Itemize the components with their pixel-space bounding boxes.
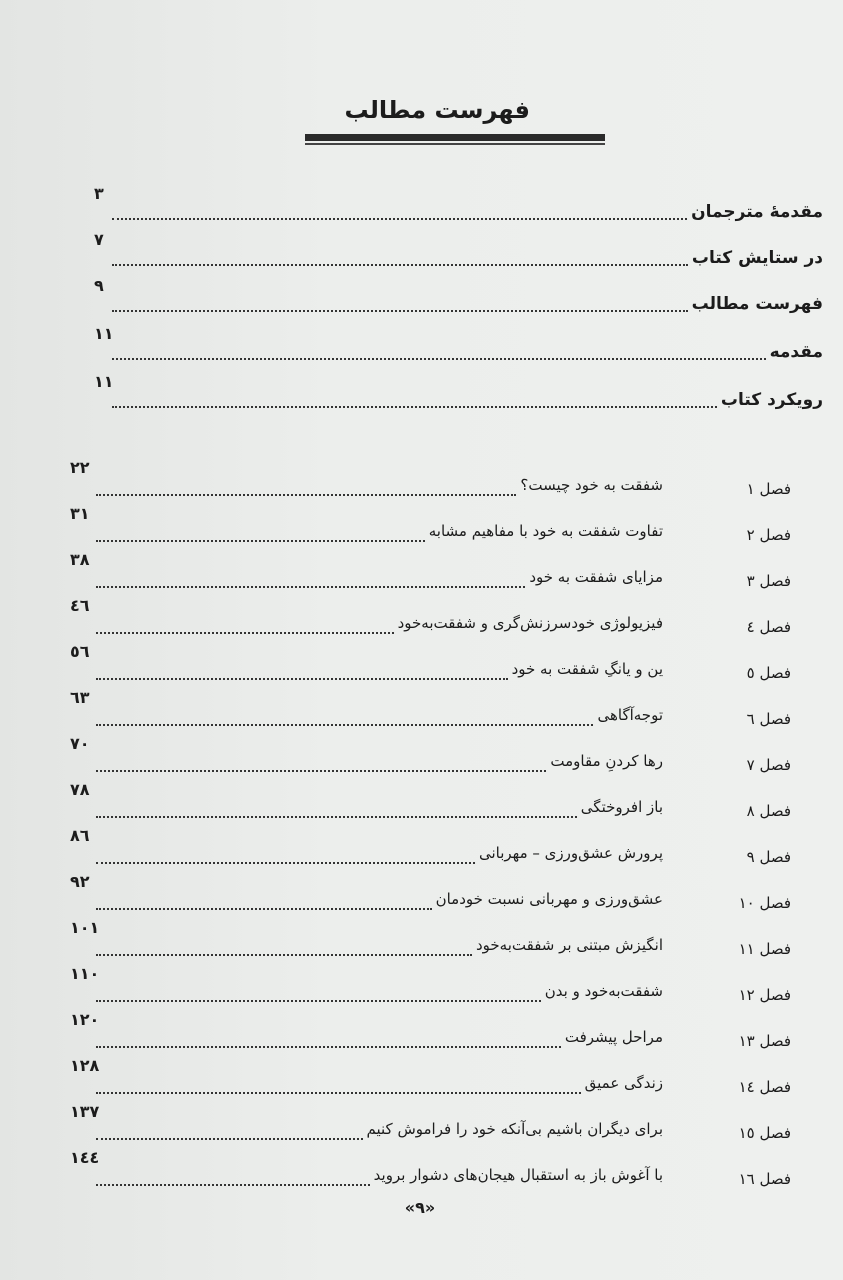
leader-dots — [112, 216, 687, 220]
chapter-page-number: ۷۰ — [70, 734, 90, 753]
front-matter-title: فهرست مطالب — [691, 294, 823, 314]
chapter-title: باز افروختگی — [580, 798, 663, 816]
leader-dots — [96, 860, 475, 864]
chapter-page-number: ۱٤٤ — [70, 1148, 100, 1167]
chapter-number: فصل ۸ — [746, 802, 791, 820]
chapter-page-number: ۱۲۸ — [70, 1056, 100, 1075]
leader-dots — [112, 308, 688, 312]
front-matter-page-number: ۹ — [94, 276, 104, 295]
leader-dots — [96, 492, 516, 496]
chapter-row — [0, 780, 843, 828]
leader-dots — [96, 768, 546, 772]
chapter-page-number: ۷۸ — [70, 780, 90, 799]
leader-dots — [96, 814, 577, 818]
chapter-row — [0, 596, 843, 644]
front-matter-row — [0, 184, 843, 230]
chapter-row — [0, 826, 843, 874]
leader-dots — [112, 356, 766, 360]
chapter-number: فصل ٥ — [746, 664, 791, 682]
chapter-title: عشق‌ورزی و مهربانی نسبت خودمان — [435, 890, 663, 908]
chapter-page-number: ۲۲ — [70, 458, 90, 477]
front-matter-row — [0, 276, 843, 322]
front-matter-title: در ستایش کتاب — [691, 248, 823, 268]
chapter-number: فصل ۳ — [746, 572, 791, 590]
chapter-number: فصل ۱۱ — [738, 940, 791, 958]
front-matter-title: مقدمهٔ مترجمان — [691, 202, 823, 222]
chapter-title: توجه‌آگاهی — [597, 706, 663, 724]
toc-heading: فهرست مطالب — [344, 96, 530, 124]
chapter-title: زندگی عمیق — [584, 1074, 663, 1092]
front-matter-page-number: ۱۱ — [94, 324, 114, 343]
chapter-page-number: ٦۳ — [70, 688, 90, 707]
chapter-page-number: ۱۳۷ — [70, 1102, 100, 1121]
chapter-page-number: ۱۰۱ — [70, 918, 100, 937]
leader-dots — [96, 1136, 363, 1140]
front-matter-page-number: ۳ — [94, 184, 104, 203]
chapter-page-number: ٤٦ — [70, 596, 90, 615]
chapter-title: مراحل پیشرفت — [564, 1028, 663, 1046]
chapter-number: فصل ۱ — [746, 480, 791, 498]
chapter-number: فصل ۲ — [746, 526, 791, 544]
leader-dots — [96, 1182, 370, 1186]
chapter-number: فصل ۱٦ — [738, 1170, 791, 1188]
front-matter-page-number: ۱۱ — [94, 372, 114, 391]
chapter-row — [0, 964, 843, 1012]
chapter-title: شفقت به خود چیست؟ — [520, 476, 663, 494]
chapter-number: فصل ۱٤ — [738, 1078, 791, 1096]
leader-dots — [96, 584, 525, 588]
chapter-number: فصل ۱۰ — [738, 894, 791, 912]
front-matter-row — [0, 372, 843, 418]
chapter-title: برای دیگران باشیم بی‌آنکه خود را فراموش کنیم — [366, 1120, 663, 1138]
chapter-number: فصل ۷ — [746, 756, 791, 774]
chapter-page-number: ۸٦ — [70, 826, 90, 845]
leader-dots — [96, 630, 394, 634]
leader-dots — [96, 722, 593, 726]
leader-dots — [96, 906, 432, 910]
page-number-footer: «۹» — [404, 1198, 436, 1217]
chapter-page-number: ۹۲ — [70, 872, 90, 891]
leader-dots — [96, 998, 541, 1002]
chapter-row — [0, 458, 843, 506]
chapter-number: فصل ۱۳ — [738, 1032, 791, 1050]
heading-underline-thin — [305, 143, 605, 145]
leader-dots — [96, 1044, 561, 1048]
leader-dots — [112, 404, 717, 408]
chapter-page-number: ۳۱ — [70, 504, 90, 523]
leader-dots — [96, 538, 425, 542]
chapter-page-number: ۱۱۰ — [70, 964, 100, 983]
chapter-row — [0, 550, 843, 598]
chapter-title: انگیزش مبتنی بر شفقت‌به‌خود — [475, 936, 663, 954]
front-matter-title: مقدمه — [769, 342, 823, 362]
chapter-row — [0, 918, 843, 966]
chapter-row — [0, 642, 843, 690]
chapter-row — [0, 1102, 843, 1150]
front-matter-row — [0, 324, 843, 370]
leader-dots — [112, 262, 688, 266]
chapter-row — [0, 504, 843, 552]
heading-underline — [305, 134, 605, 141]
chapter-row — [0, 1010, 843, 1058]
leader-dots — [96, 1090, 581, 1094]
chapter-number: فصل ۱٥ — [738, 1124, 791, 1142]
toc-heading-block — [300, 96, 610, 156]
chapter-title: با آغوش باز به استقبال هیجان‌های دشوار بروید — [373, 1166, 663, 1184]
front-matter-title: رویکرد کتاب — [720, 390, 823, 410]
chapter-row — [0, 1148, 843, 1196]
chapter-page-number: ۱۲۰ — [70, 1010, 100, 1029]
chapter-title: تفاوت شفقت به خود با مفاهیم مشابه — [428, 522, 663, 540]
chapter-title: ین و یانگِ شفقت به خود — [511, 660, 663, 678]
chapter-number: فصل ۱۲ — [738, 986, 791, 1004]
chapter-row — [0, 688, 843, 736]
chapter-page-number: ٥٦ — [70, 642, 90, 661]
chapter-title: پرورش عشق‌ورزی – مهربانی — [478, 844, 663, 862]
leader-dots — [96, 676, 508, 680]
chapter-title: رها کردنِ مقاومت — [550, 752, 663, 770]
front-matter-page-number: ۷ — [94, 230, 104, 249]
chapter-number: فصل ٦ — [746, 710, 791, 728]
chapter-number: فصل ۹ — [746, 848, 791, 866]
chapter-title: شفقت‌به‌خود و بدن — [544, 982, 663, 1000]
chapter-page-number: ۳۸ — [70, 550, 90, 569]
chapter-title: فیزیولوژی خودسرزنش‌گری و شفقت‌به‌خود — [397, 614, 663, 632]
chapter-row — [0, 1056, 843, 1104]
chapter-row — [0, 734, 843, 782]
front-matter-row — [0, 230, 843, 276]
chapter-row — [0, 872, 843, 920]
chapter-title: مزایای شفقت به خود — [529, 568, 663, 586]
chapter-number: فصل ٤ — [746, 618, 791, 636]
leader-dots — [96, 952, 472, 956]
